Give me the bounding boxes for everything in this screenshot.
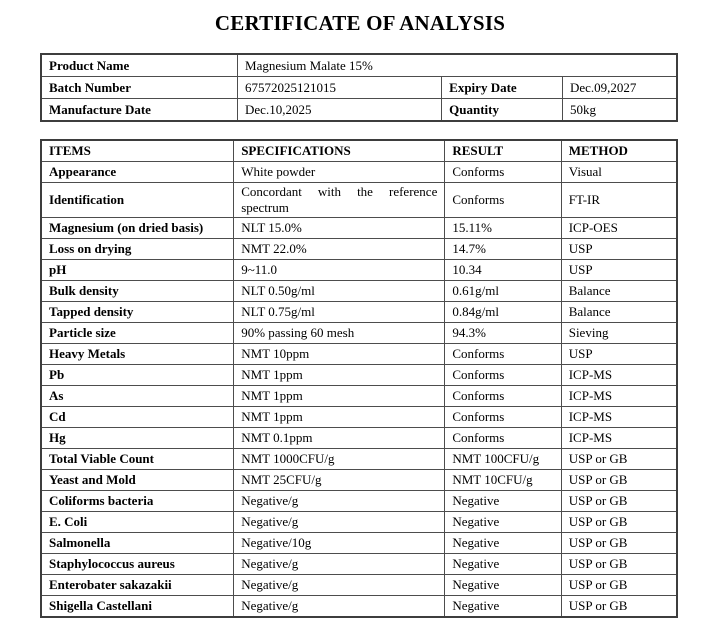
result-cell: Negative (445, 533, 561, 554)
page-title: CERTIFICATE OF ANALYSIS (214, 11, 506, 35)
column-header-method: METHOD (561, 140, 677, 162)
item-cell: Tapped density (41, 302, 234, 323)
item-cell: Appearance (41, 162, 234, 183)
table-row (41, 491, 677, 512)
specification-cell: NMT 1ppm (234, 386, 445, 407)
item-cell: Particle size (41, 323, 234, 344)
result-cell: NMT 10CFU/g (445, 470, 561, 491)
info-table-row (41, 99, 677, 122)
method-cell: USP or GB (561, 533, 677, 554)
item-cell: Identification (41, 183, 234, 218)
specification-cell: NMT 1ppm (234, 365, 445, 386)
specification-cell: Concordant with the reference spectrum (234, 183, 445, 218)
specification-cell: NLT 0.50g/ml (234, 281, 445, 302)
table-row (41, 323, 677, 344)
item-cell: Hg (41, 428, 234, 449)
quantity-label: Quantity (442, 99, 563, 122)
table-row (41, 470, 677, 491)
item-cell: Enterobater sakazakii (41, 575, 234, 596)
analysis-results-table (40, 139, 678, 618)
specification-cell: NLT 15.0% (234, 218, 445, 239)
method-cell: USP or GB (561, 470, 677, 491)
method-cell: ICP-MS (561, 407, 677, 428)
column-header-result: RESULT (445, 140, 561, 162)
item-cell: pH (41, 260, 234, 281)
method-cell: ICP-MS (561, 365, 677, 386)
expiry-date-label: Expiry Date (442, 77, 563, 99)
manufacture-date-label: Manufacture Date (41, 99, 238, 122)
product-name-label: Product Name (41, 54, 238, 77)
result-cell: 0.84g/ml (445, 302, 561, 323)
table-row (41, 260, 677, 281)
method-cell: USP or GB (561, 491, 677, 512)
item-cell: Coliforms bacteria (41, 491, 234, 512)
result-cell: Conforms (445, 183, 561, 218)
item-cell: E. Coli (41, 512, 234, 533)
item-cell: Pb (41, 365, 234, 386)
item-cell: As (41, 386, 234, 407)
method-cell: ICP-MS (561, 428, 677, 449)
result-cell: Conforms (445, 162, 561, 183)
batch-number-label: Batch Number (41, 77, 238, 99)
manufacture-date-value: Dec.10,2025 (238, 99, 442, 122)
table-row (41, 449, 677, 470)
item-cell: Bulk density (41, 281, 234, 302)
table-row (41, 239, 677, 260)
specification-cell: NMT 22.0% (234, 239, 445, 260)
result-cell: 94.3% (445, 323, 561, 344)
item-cell: Staphylococcus aureus (41, 554, 234, 575)
result-cell: Conforms (445, 344, 561, 365)
method-cell: ICP-MS (561, 386, 677, 407)
table-row (41, 512, 677, 533)
table-row (41, 386, 677, 407)
result-cell: Negative (445, 491, 561, 512)
result-cell: Negative (445, 512, 561, 533)
specification-cell: NMT 1000CFU/g (234, 449, 445, 470)
result-cell: NMT 100CFU/g (445, 449, 561, 470)
result-cell: Negative (445, 575, 561, 596)
method-cell: USP (561, 344, 677, 365)
specification-cell: Negative/10g (234, 533, 445, 554)
table-row (41, 554, 677, 575)
table-row (41, 428, 677, 449)
method-cell: Balance (561, 281, 677, 302)
item-cell: Shigella Castellani (41, 596, 234, 618)
method-cell: Sieving (561, 323, 677, 344)
result-cell: Conforms (445, 407, 561, 428)
item-cell: Cd (41, 407, 234, 428)
method-cell: ICP-OES (561, 218, 677, 239)
specification-cell: NMT 0.1ppm (234, 428, 445, 449)
result-cell: Conforms (445, 386, 561, 407)
table-row (41, 407, 677, 428)
method-cell: USP or GB (561, 449, 677, 470)
method-cell: USP or GB (561, 554, 677, 575)
method-cell: USP (561, 239, 677, 260)
product-info-table (40, 53, 678, 122)
table-row (41, 344, 677, 365)
specification-cell: NMT 1ppm (234, 407, 445, 428)
item-cell: Salmonella (41, 533, 234, 554)
specification-cell: Negative/g (234, 512, 445, 533)
specification-cell: NLT 0.75g/ml (234, 302, 445, 323)
table-row (41, 365, 677, 386)
result-cell: Conforms (445, 428, 561, 449)
result-cell: Negative (445, 554, 561, 575)
table-row (41, 281, 677, 302)
specification-cell: NMT 10ppm (234, 344, 445, 365)
table-row (41, 302, 677, 323)
method-cell: USP or GB (561, 512, 677, 533)
info-table-row (41, 54, 677, 77)
specification-cell: Negative/g (234, 554, 445, 575)
method-cell: USP or GB (561, 596, 677, 618)
column-header-specifications: SPECIFICATIONS (234, 140, 445, 162)
result-cell: 10.34 (445, 260, 561, 281)
specification-cell: 9~11.0 (234, 260, 445, 281)
specification-cell: Negative/g (234, 596, 445, 618)
method-cell: USP or GB (561, 575, 677, 596)
info-table-row (41, 77, 677, 99)
batch-number-value: 67572025121015 (238, 77, 442, 99)
table-row (41, 162, 677, 183)
quantity-value: 50kg (562, 99, 677, 122)
result-cell: 15.11% (445, 218, 561, 239)
item-cell: Heavy Metals (41, 344, 234, 365)
result-cell: 0.61g/ml (445, 281, 561, 302)
specification-cell: White powder (234, 162, 445, 183)
method-cell: Visual (561, 162, 677, 183)
item-cell: Yeast and Mold (41, 470, 234, 491)
product-name-value: Magnesium Malate 15% (238, 54, 677, 77)
table-row (41, 533, 677, 554)
method-cell: Balance (561, 302, 677, 323)
item-cell: Magnesium (on dried basis) (41, 218, 234, 239)
method-cell: FT-IR (561, 183, 677, 218)
table-row (41, 218, 677, 239)
item-cell: Loss on drying (41, 239, 234, 260)
table-row (41, 575, 677, 596)
specification-cell: Negative/g (234, 575, 445, 596)
specification-cell: NMT 25CFU/g (234, 470, 445, 491)
specification-cell: Negative/g (234, 491, 445, 512)
expiry-date-value: Dec.09,2027 (562, 77, 677, 99)
method-cell: USP (561, 260, 677, 281)
table-row (41, 596, 677, 618)
results-header-row (41, 140, 677, 162)
specification-cell: 90% passing 60 mesh (234, 323, 445, 344)
result-cell: Negative (445, 596, 561, 618)
table-row (41, 183, 677, 218)
item-cell: Total Viable Count (41, 449, 234, 470)
result-cell: Conforms (445, 365, 561, 386)
column-header-items: ITEMS (41, 140, 234, 162)
result-cell: 14.7% (445, 239, 561, 260)
